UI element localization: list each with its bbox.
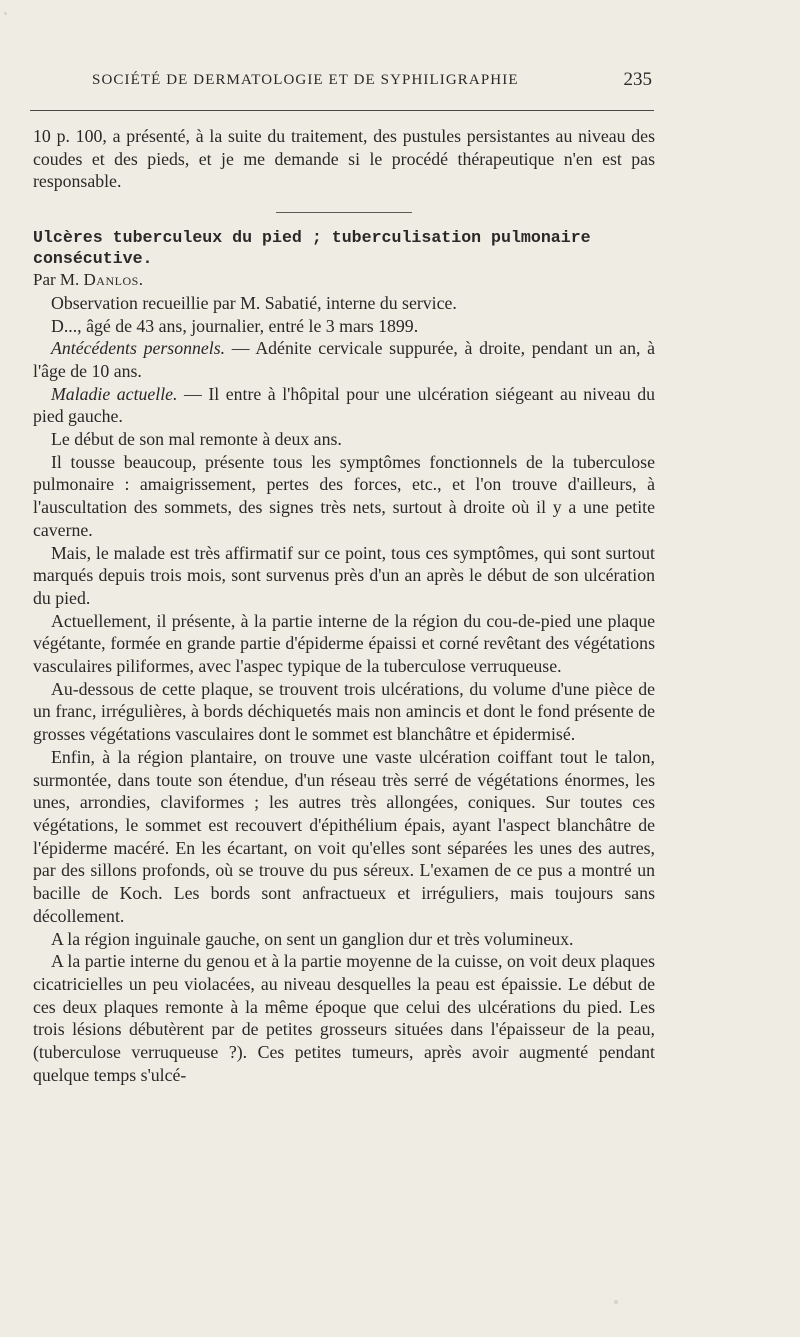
section-separator <box>276 212 412 213</box>
header-rule <box>30 110 654 111</box>
article-title-line-1: Ulcères tuberculeux du pied ; tuberculisation pulmonaire <box>33 228 591 248</box>
running-title: SOCIÉTÉ DE DERMATOLOGIE ET DE SYPHILIGRAPHIE <box>92 72 519 88</box>
article-author <box>33 269 655 292</box>
paragraph-chronology: Mais, le malade est très affirmatif sur ce point, tous ces symptômes, qui sont surtout marqués depuis trois mois, sont survenus près d'un an après le début de son ulcération du pied. <box>33 542 655 608</box>
paragraph-ulcerations: Au-dessous de cette plaque, se trouvent trois ulcérations, du volume d'une pièce de un franc, irrégulières, à bords déchiquetés mais non amincis et dont le fond présente de grosses végétations vasculaires dont le sommet est blanchâtre et épidermisé. <box>33 678 655 745</box>
author-name: Danlos. <box>83 270 144 290</box>
running-header <box>92 69 652 90</box>
author-prefix: Par M. <box>33 270 80 290</box>
paper-speck <box>4 12 7 15</box>
paper-speck <box>614 1300 618 1304</box>
paragraph-knee: A la partie interne du genou et à la partie moyenne de la cuisse, on voit deux plaques cicatricielles un peu violacées, au niveau desquelles la peau est épaissie. Le début de ces deux plaques remonte à la même époque que celui des ulcérations du pied. Les trois lésions débutèrent par de petites grosseurs situées dans l'épaisseur de la peau, (tuberculose verruqueuse ?). Ces petites tumeurs, après avoir augmenté pendant quelque temps s'ulcé- <box>33 951 655 1085</box>
antecedents-label: Antécédents personnels. <box>51 338 226 359</box>
article-title-line-2: consécutive. <box>33 249 153 269</box>
paragraph-current-illness <box>33 383 655 428</box>
current-illness-label: Maladie actuelle. <box>51 383 178 404</box>
page-body <box>33 125 655 1086</box>
paragraph-antecedents <box>33 337 655 382</box>
paragraph-cough: Il tousse beaucoup, présente tous les symptômes fonctionnels de la tuberculose pulmonaire : amaigrissement, pertes des forces, etc., et l'on trouve d'ailleurs, à l'auscultation des sommets, des signes très nets, surtout à droite où il y a une petite caverne. <box>33 451 655 540</box>
paragraph-patient: D..., âgé de 43 ans, journalier, entré le 3 mars 1899. <box>51 315 419 336</box>
paragraph-onset: Le début de son mal remonte à deux ans. <box>51 429 342 450</box>
paragraph-inguinal: A la région inguinale gauche, on sent un ganglion dur et très volumineux. <box>51 928 574 949</box>
paragraph-observation: Observation recueillie par M. Sabatié, interne du service. <box>51 292 457 313</box>
intro-paragraph: 10 p. 100, a présenté, à la suite du traitement, des pustules persistantes au niveau des coudes et des pieds, et je me demande si le procédé thérapeutique n'en est pas responsable. <box>33 126 655 192</box>
current-illness-text: — Il entre à l'hôpital pour une ulcération siégeant au niveau du pied gauche. <box>33 383 655 427</box>
paragraph-plaque: Actuellement, il présente, à la partie interne de la région du cou-de-pied une plaque végétante, formée en grande partie d'épiderme épaissi et corné revêtant des végétations vasculaires piliformes, avec l'aspec typique de la tuberculose verruqueuse. <box>33 610 655 677</box>
antecedents-text: — Adénite cervicale suppurée, à droite, pendant un an, à l'âge de 10 ans. <box>33 338 656 381</box>
page-number: 235 <box>623 69 652 90</box>
paragraph-plantar: Enfin, à la région plantaire, on trouve une vaste ulcération coiffant tout le talon, surmontée, dans toute son étendue, d'un réseau très serré de végétations énormes, les unes, arrondies, claviformes ; les autres très allongées, coniques. Sur toutes ces végétations, le sommet est recouvert d'épithélium épais, ayant l'aspect blanchâtre de l'épiderme macéré. En les écartant, on voit qu'elles sont séparées les unes des autres, par des sillons profonds, où se trouve du pus séreux. L'examen de ce pus a montré un bacille de Koch. Les bords sont anfractueux et irréguliers, mais toujours sans décollement. <box>33 746 655 926</box>
